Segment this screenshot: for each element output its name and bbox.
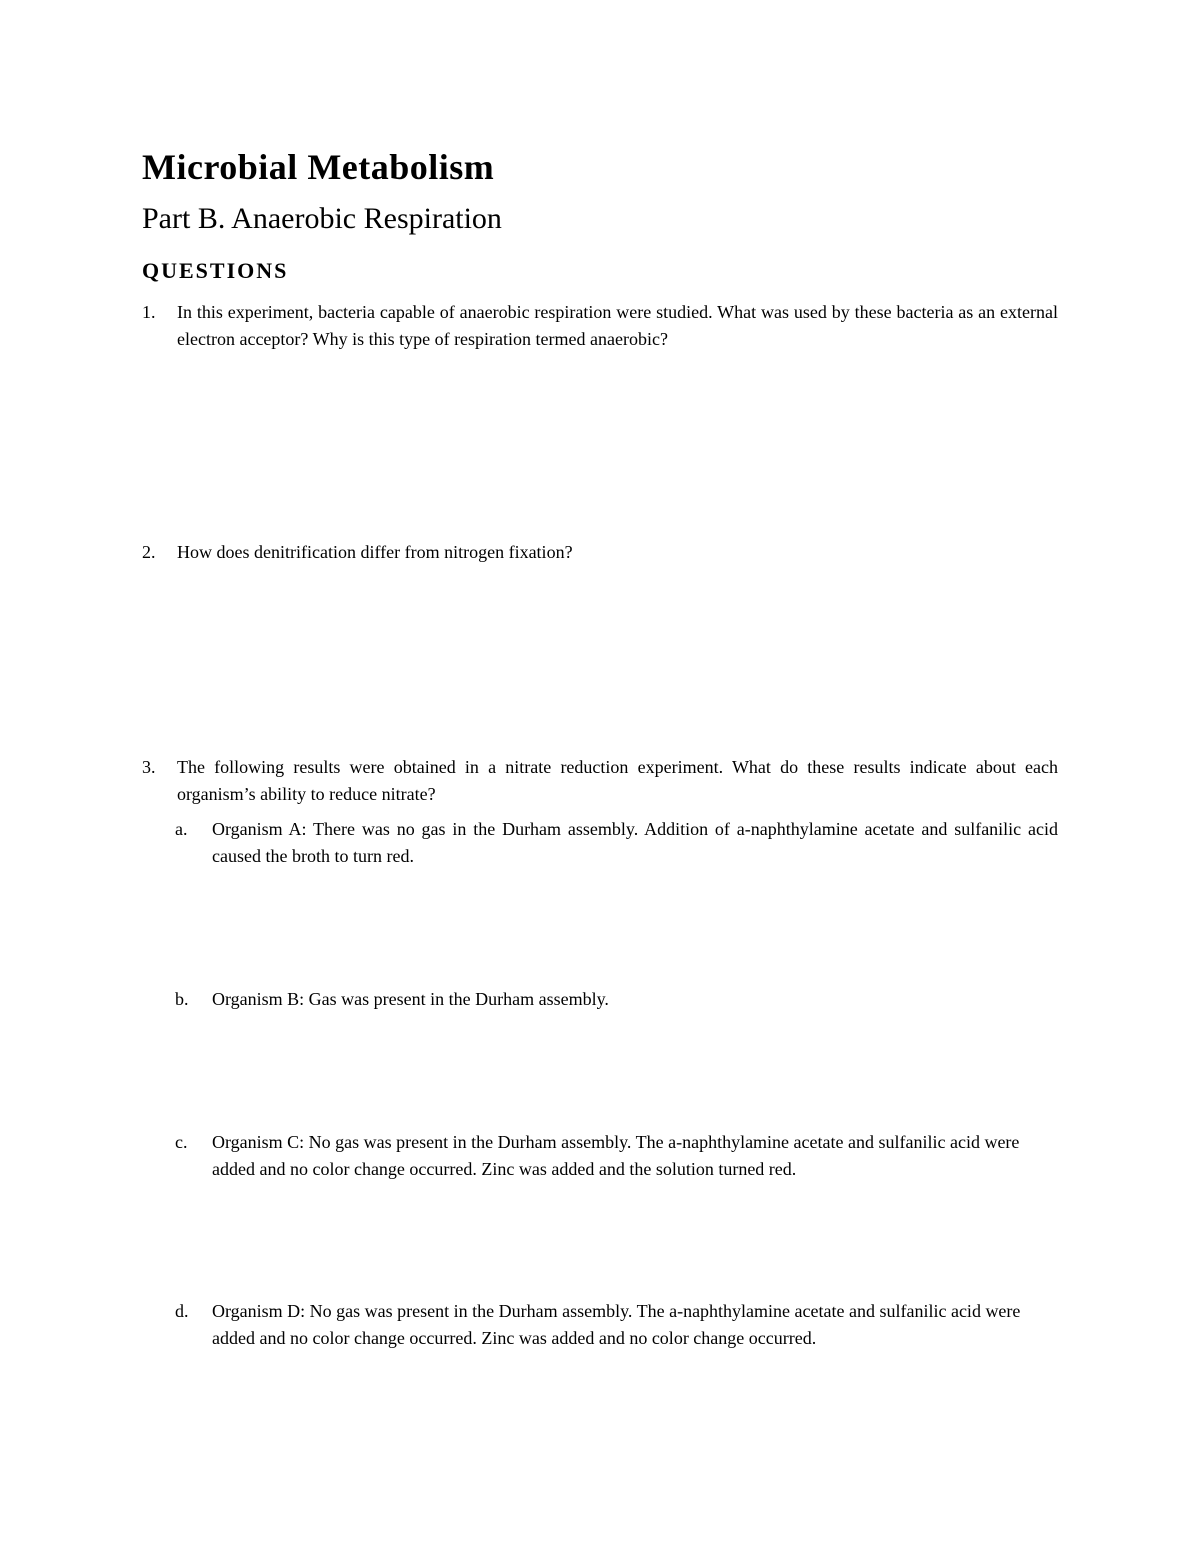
- subquestion-letter: b.: [175, 989, 189, 1009]
- subquestion-letter: a.: [175, 819, 188, 839]
- part-heading: Part B. Anaerobic Respiration: [142, 202, 502, 235]
- section-heading: QUESTIONS: [142, 258, 289, 283]
- question-text: How does denitrification differ from nitrogen fixation?: [177, 542, 573, 562]
- subquestion-text: Organism B: Gas was present in the Durham assembly.: [212, 989, 609, 1009]
- subquestion-text: Organism A: There was no gas in the Durham assembly. Addition of a-naphthylamine acetate and sulfanilic acid caused the broth to turn red.: [212, 819, 1058, 866]
- subquestion-text: Organism D: No gas was present in the Durham assembly. The a-naphthylamine acetate and sulfanilic acid were added and no color change occurred. Zinc was added and no color change occurred.: [212, 1301, 1021, 1348]
- question-number: 1.: [142, 302, 156, 322]
- question-text: The following results were obtained in a nitrate reduction experiment. What do these results indicate about each organism’s ability to reduce nitrate?: [177, 757, 1058, 804]
- subquestion-text: Organism C: No gas was present in the Durham assembly. The a-naphthylamine acetate and sulfanilic acid were added and no color change occurred. Zinc was added and the solution turned red.: [212, 1132, 1020, 1179]
- question-number: 2.: [142, 542, 156, 562]
- page-title: Microbial Metabolism: [142, 147, 495, 187]
- question-number: 3.: [142, 757, 156, 777]
- question-text: In this experiment, bacteria capable of anaerobic respiration were studied. What was used by these bacteria as an external electron acceptor? Why is this type of respiration termed anaerobic?: [177, 302, 1058, 349]
- subquestion-letter: c.: [175, 1132, 188, 1152]
- subquestion-letter: d.: [175, 1301, 189, 1321]
